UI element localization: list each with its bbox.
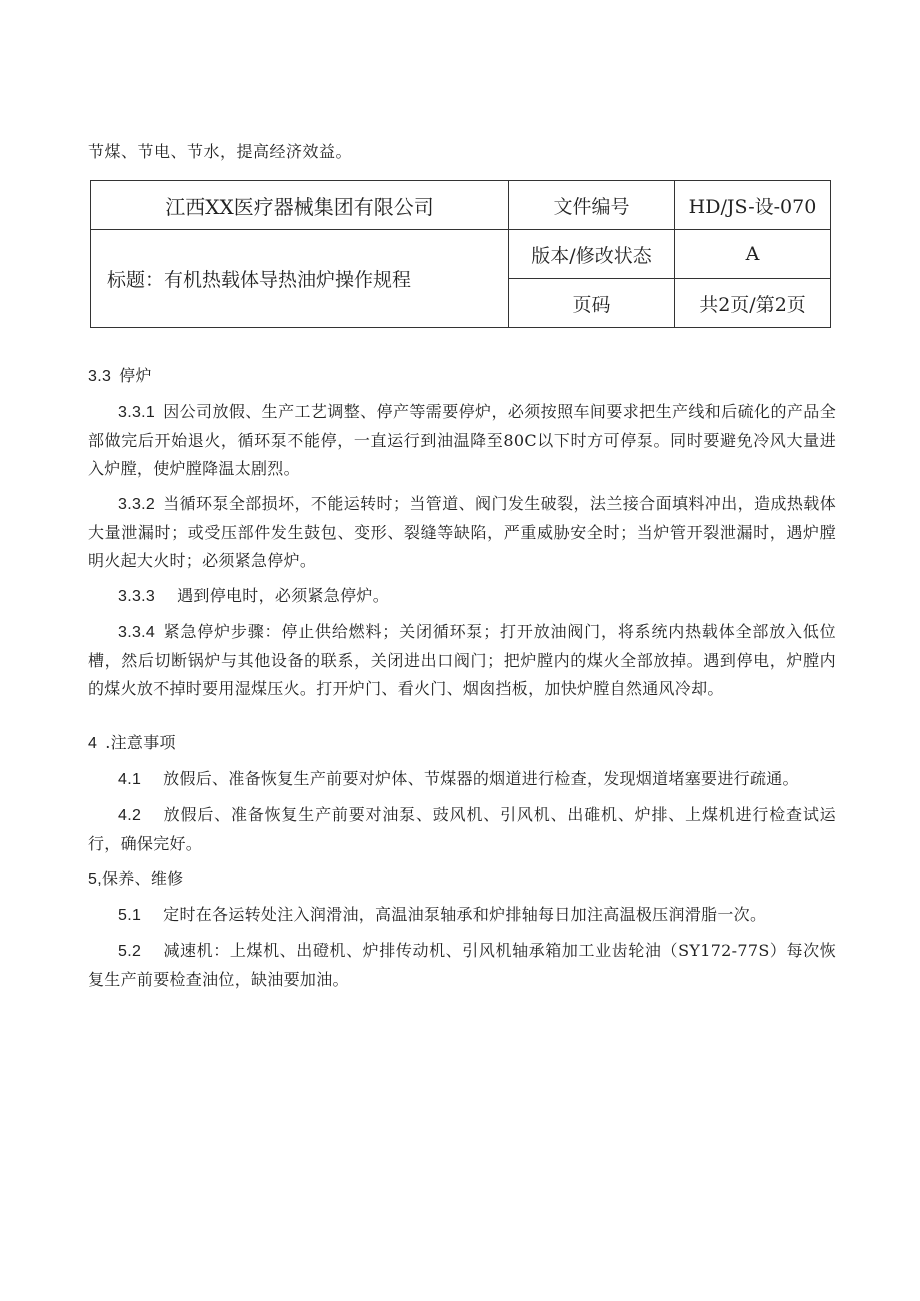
company-name: 江西XX医疗器械集团有限公司 [91, 181, 509, 230]
section-number: 3.3 [88, 368, 112, 385]
version-value: A [675, 230, 831, 279]
paragraph-5-1 [88, 901, 836, 930]
page-value: 共2页/第2页 [675, 279, 831, 328]
section-title: 停炉 [119, 366, 152, 385]
document-header-table [90, 180, 831, 328]
paragraph-3-3-2 [88, 490, 836, 575]
section-number: 4 [88, 735, 98, 752]
paragraph-text: 放假后、准备恢复生产前要对油泵、豉风机、引风机、出碓机、炉排、上煤机进行检查试运行，确保完好。 [88, 805, 836, 853]
paragraph-number: 3.3.3 [118, 588, 156, 605]
paragraph-number: 5.2 [118, 943, 142, 960]
paragraph-3-3-4 [88, 618, 836, 703]
section-heading-4 [88, 729, 836, 758]
paragraph-text: 放假后、准备恢复生产前要对炉体、节煤器的烟道进行检查，发现烟道堵塞要进行疏通。 [163, 769, 799, 788]
paragraph-text: 因公司放假、生产工艺调整、停产等需要停炉，必须按照车间要求把生产线和后硫化的产品全部做完后开始退火，循环泵不能停，一直运行到油温降至80C以下时方可停泵。同时要避免冷风大量进入炉膛，使炉膛降温太剧烈。 [88, 402, 836, 478]
section-title: .注意事项 [105, 733, 176, 752]
paragraph-number: 3.3.4 [118, 624, 156, 641]
paragraph-4-1 [88, 765, 836, 794]
document-title: 标题：有机热载体导热油炉操作规程 [91, 230, 509, 328]
paragraph-text: 定时在各运转处注入润滑油，高温油泵轴承和炉排轴每日加注高温极压润滑脂一次。 [163, 905, 767, 924]
file-number-value: HD/JS-设-070 [675, 181, 831, 230]
paragraph-4-2 [88, 801, 836, 858]
page-label: 页码 [509, 279, 675, 328]
section-heading-5 [88, 865, 836, 894]
file-number-label: 文件编号 [509, 181, 675, 230]
paragraph-number: 4.1 [118, 771, 142, 788]
paragraph-text: 遇到停电时，必须紧急停炉。 [177, 586, 389, 605]
paragraph-number: 5.1 [118, 907, 142, 924]
paragraph-text: 减速机：上煤机、出磴机、炉排传动机、引风机轴承箱加工业齿轮油（SY172-77S）每次恢复生产前要检查油位，缺油要加油。 [88, 941, 836, 989]
paragraph-number: 4.2 [118, 807, 142, 824]
section-heading-3-3 [88, 362, 836, 391]
lead-line: 节煤、节电、节水，提高经济效益。 [88, 142, 353, 161]
version-label: 版本/修改状态 [509, 230, 675, 279]
section-number: 5, [88, 871, 102, 888]
paragraph-number: 3.3.2 [118, 496, 156, 513]
paragraph-3-3-3 [88, 582, 836, 611]
section-title: 保养、维修 [101, 869, 184, 888]
paragraph-text: 当循环泵全部损坏，不能运转时；当管道、阀门发生破裂，法兰接合面填料冲出，造成热载体大量泄漏时；或受压部件发生鼓包、变形、裂缝等缺陷，严重威胁安全时；当炉管开裂泄漏时，遇炉膛明火起大火时；必须紧急停炉。 [88, 494, 836, 570]
document-body [88, 362, 836, 994]
paragraph-text: 紧急停炉步骤：停止供给燃料；关闭循环泵；打开放油阀门，将系统内热载体全部放入低位槽，然后切断锅炉与其他设备的联系，关闭进出口阀门；把炉膛内的煤火全部放掉。遇到停电，炉膛内的煤火放不掉时要用湿煤压火。打开炉门、看火门、烟囱挡板，加快炉膛自然通风冷却。 [88, 622, 836, 698]
paragraph-number: 3.3.1 [118, 404, 156, 421]
paragraph-3-3-1 [88, 398, 836, 483]
paragraph-5-2 [88, 937, 836, 994]
